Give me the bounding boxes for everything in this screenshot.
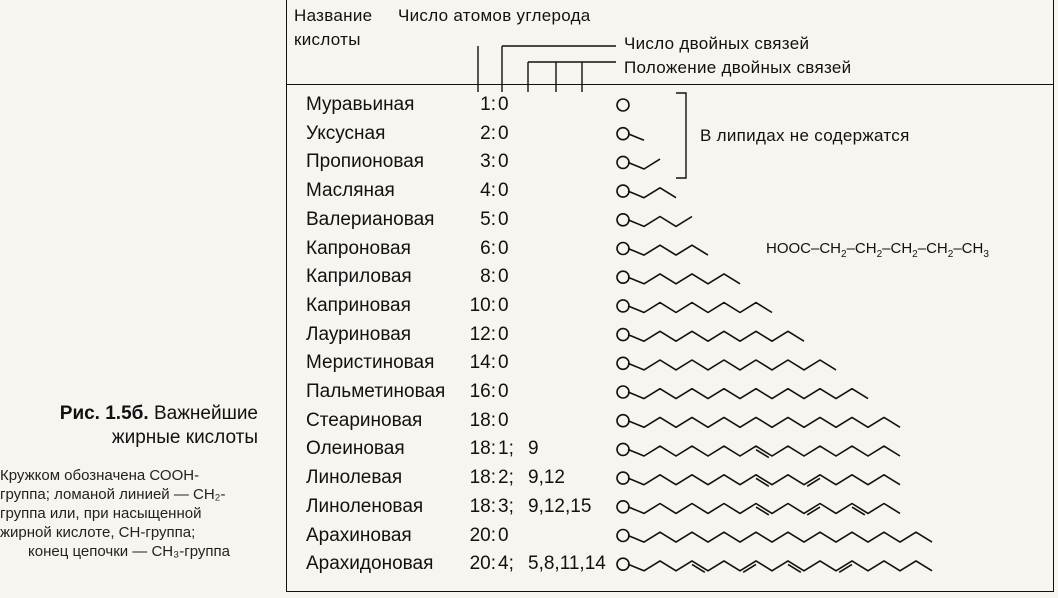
double-bond-count: 4; [498,553,514,575]
cooh-group-circle [617,300,629,312]
lipid-note: В липидах не содержатся [700,126,910,145]
header-double-bonds-column: Число двойных связей [624,34,810,53]
acid-name: Стеариновая [306,409,423,431]
caption-title-part-1: Важнейшие [153,403,258,424]
acid-name: Масляная [306,180,395,202]
header-carbon-column: Число атомов углерода [398,6,591,25]
acid-name: Лауриновая [306,323,412,345]
cooh-group-circle [617,214,629,226]
carbon-count: 16: [469,381,496,402]
cooh-group-circle [617,443,629,455]
formula-sub: 3 [983,249,989,260]
carbon-chain [628,360,836,370]
acid-name: Пропионовая [306,151,425,173]
carbon-count: 18: [469,409,496,431]
cooh-group-circle [617,128,629,140]
cooh-group-circle [617,243,629,255]
carbon-count: 20: [469,524,496,546]
formula-hooc: HOOC [766,240,811,257]
carbon-chain [628,188,676,198]
carbon-count: 18: [469,467,496,489]
carbon-count: 1: [480,94,496,115]
acid-name: Линоленовая [306,495,424,517]
double-bond-positions: 5,8,11,14 [528,553,606,575]
double-bond-count: 0 [498,323,509,345]
carbon-count: 4: [480,180,496,202]
carbon-count: 18: [469,495,496,517]
formula-ch2: CH [854,240,877,257]
carbon-count: 5: [480,208,496,230]
carbon-chain [628,417,900,427]
formula-sub: 2 [912,249,918,260]
formula-ch3: CH [961,240,984,257]
caption-note-line: конец цепочки — СН₃-группа [28,543,230,560]
carbon-chain [628,561,932,571]
carbon-count: 12: [469,323,496,345]
carbon-count: 14: [469,352,496,374]
double-bond-count: 0 [498,266,509,288]
carbon-count: 20: [469,553,496,575]
lipid-bracket [676,93,686,178]
cooh-group-circle [617,530,629,542]
double-bond-count: 0 [498,381,509,402]
caproic-formula [766,240,989,260]
acid-name: Муравьиная [306,94,415,115]
double-bond-count: 0 [498,524,509,546]
carbon-count: 10: [469,294,496,316]
formula-ch2: CH [890,240,913,257]
double-bond-count: 0 [498,180,509,202]
formula-bond: – [882,240,891,257]
double-bond-positions: 9 [528,438,539,460]
formula-bond: – [953,240,962,257]
caption-note-line: Кружком обозначена СООН- [0,467,200,484]
cooh-group-circle [617,99,629,111]
acid-name: Олеиновая [306,438,405,460]
carbon-count: 18: [469,438,496,460]
figure-number: Рис. 1.5б. [59,403,149,424]
cooh-group-circle [617,501,629,513]
carbon-chain [628,389,868,399]
formula-sub: 2 [947,249,954,260]
caption-note-line: группа; ломаной линией — СН₂- [0,486,226,503]
carbon-chain [628,217,692,227]
header-name-column-line2: кислоты [294,30,361,49]
double-bond-count: 3; [498,495,514,517]
double-bond-count: 0 [498,237,509,259]
formula-ch2: CH [926,240,948,257]
acid-name: Валериановая [306,208,435,230]
double-bond-count: 0 [498,352,509,374]
double-bond-positions: 9,12 [528,467,565,489]
carbon-chain [628,245,708,255]
formula-sub: 2 [841,249,847,260]
caption-note-line: жирной кислоте, СН-группа; [0,524,196,541]
double-bond-count: 2; [498,467,514,489]
formula-bond: – [917,240,927,257]
carbon-chain [628,331,804,341]
double-bond-count: 0 [498,294,509,316]
caption-note-line: группа или, при насыщенной [0,505,202,522]
formula-ch2: CH [819,240,842,257]
double-bond-count: 1; [498,438,514,460]
header-positions-column: Положение двойных связей [624,58,852,77]
cooh-group-circle [617,558,629,570]
double-bond-count: 0 [498,409,509,431]
carbon-chain [628,134,644,141]
double-bond-count: 0 [498,151,509,173]
double-bond-count: 0 [498,208,509,230]
acid-name: Меристиновая [306,352,435,374]
cooh-group-circle [617,472,629,484]
cooh-group-circle [617,329,629,341]
acid-name: Каприновая [306,294,411,316]
formula-bond: – [811,240,820,257]
acid-name: Арахидоновая [306,553,434,575]
caption-title-part-2: жирные кислоты [111,427,258,448]
acid-name: Капроновая [306,237,411,259]
carbon-count: 6: [480,237,496,259]
carbon-chain [628,532,932,542]
double-bond-count: 0 [498,122,509,144]
cooh-group-circle [617,415,629,427]
carbon-chain [628,274,740,284]
cooh-group-circle [617,156,629,168]
formula-bond: – [846,240,855,257]
cooh-group-circle [617,185,629,197]
cooh-group-circle [617,357,629,369]
carbon-chain [628,303,772,313]
header-name-column: Название [294,6,373,25]
acid-name: Пальметиновая [306,381,446,402]
cooh-group-circle [617,271,629,283]
carbon-count: 2: [480,122,496,144]
formula-sub: 2 [876,249,883,260]
cooh-group-circle [617,386,629,398]
double-bond-count: 0 [498,94,509,115]
carbon-count: 8: [480,266,496,288]
double-bond-positions: 9,12,15 [528,495,592,517]
header-leader-lines [478,46,616,92]
acid-name: Линолевая [306,467,403,489]
acid-name: Уксусная [306,122,386,144]
acid-name: Арахиновая [306,524,412,546]
acid-name: Каприловая [306,266,412,288]
carbon-count: 3: [480,151,496,173]
carbon-chain [628,159,660,169]
